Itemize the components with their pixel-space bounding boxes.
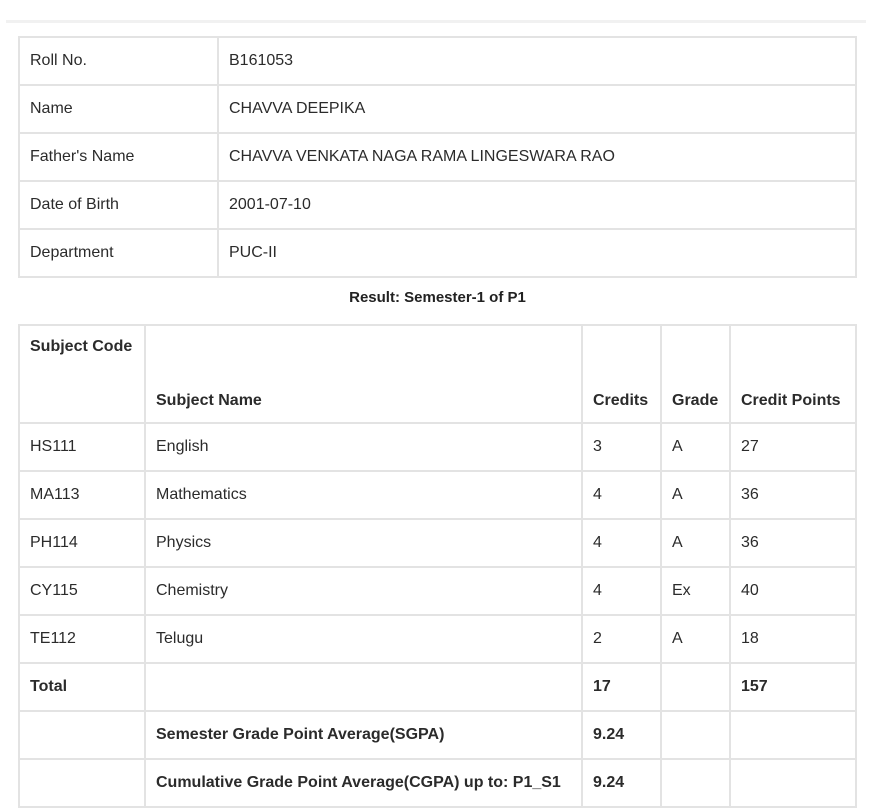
col-header-subject-name: Subject Name xyxy=(145,325,582,423)
cgpa-empty-cell xyxy=(19,759,145,807)
sgpa-empty-grade xyxy=(661,711,730,759)
subject-credits: 4 xyxy=(582,471,661,519)
table-row xyxy=(19,133,856,181)
subject-name: Physics xyxy=(145,519,582,567)
sgpa-value: 9.24 xyxy=(582,711,661,759)
subject-credits: 2 xyxy=(582,615,661,663)
subject-name: English xyxy=(145,423,582,471)
table-row xyxy=(19,85,856,133)
subject-code: TE112 xyxy=(19,615,145,663)
dob-value: 2001-07-10 xyxy=(218,181,856,229)
top-divider xyxy=(6,20,866,23)
roll-no-value: B161053 xyxy=(218,37,856,85)
sgpa-label: Semester Grade Point Average(SGPA) xyxy=(145,711,582,759)
table-row xyxy=(19,229,856,277)
subject-name: Chemistry xyxy=(145,567,582,615)
col-header-credits: Credits xyxy=(582,325,661,423)
table-row xyxy=(19,567,856,615)
subject-grade: A xyxy=(661,423,730,471)
total-row xyxy=(19,663,856,711)
department-value: PUC-II xyxy=(218,229,856,277)
result-heading: Result: Semester-1 of P1 xyxy=(349,289,526,306)
cgpa-empty-grade xyxy=(661,759,730,807)
name-label: Name xyxy=(19,85,218,133)
subject-code: HS111 xyxy=(19,423,145,471)
col-header-subject-code: Subject Code xyxy=(19,325,145,423)
table-row xyxy=(19,471,856,519)
col-header-grade: Grade xyxy=(661,325,730,423)
subject-name: Mathematics xyxy=(145,471,582,519)
table-header-row xyxy=(19,325,856,423)
subject-points: 36 xyxy=(730,519,856,567)
table-row xyxy=(19,519,856,567)
subject-points: 40 xyxy=(730,567,856,615)
total-empty-cell xyxy=(145,663,582,711)
subject-points: 36 xyxy=(730,471,856,519)
cgpa-empty-points xyxy=(730,759,856,807)
father-name-value: CHAVVA VENKATA NAGA RAMA LINGESWARA RAO xyxy=(218,133,856,181)
dob-label: Date of Birth xyxy=(19,181,218,229)
cgpa-value: 9.24 xyxy=(582,759,661,807)
name-value: CHAVVA DEEPIKA xyxy=(218,85,856,133)
department-label: Department xyxy=(19,229,218,277)
table-row xyxy=(19,423,856,471)
subject-credits: 4 xyxy=(582,519,661,567)
cgpa-label: Cumulative Grade Point Average(CGPA) up to: P1_S1 xyxy=(145,759,582,807)
sgpa-empty-cell xyxy=(19,711,145,759)
subject-code: CY115 xyxy=(19,567,145,615)
total-points: 157 xyxy=(730,663,856,711)
total-credits: 17 xyxy=(582,663,661,711)
sgpa-empty-points xyxy=(730,711,856,759)
subject-grade: A xyxy=(661,615,730,663)
subject-grade: A xyxy=(661,519,730,567)
subject-grade: Ex xyxy=(661,567,730,615)
table-row xyxy=(19,37,856,85)
subject-points: 18 xyxy=(730,615,856,663)
subject-grade: A xyxy=(661,471,730,519)
roll-no-label: Roll No. xyxy=(19,37,218,85)
total-empty-grade xyxy=(661,663,730,711)
subject-code: PH114 xyxy=(19,519,145,567)
result-table xyxy=(18,324,857,808)
cgpa-row xyxy=(19,759,856,807)
subject-code: MA113 xyxy=(19,471,145,519)
sgpa-row xyxy=(19,711,856,759)
subject-credits: 3 xyxy=(582,423,661,471)
table-row xyxy=(19,615,856,663)
subject-points: 27 xyxy=(730,423,856,471)
subject-name: Telugu xyxy=(145,615,582,663)
subject-credits: 4 xyxy=(582,567,661,615)
col-header-credit-points: Credit Points xyxy=(730,325,856,423)
father-name-label: Father's Name xyxy=(19,133,218,181)
total-label: Total xyxy=(19,663,145,711)
table-row xyxy=(19,181,856,229)
student-info-table xyxy=(18,36,857,278)
